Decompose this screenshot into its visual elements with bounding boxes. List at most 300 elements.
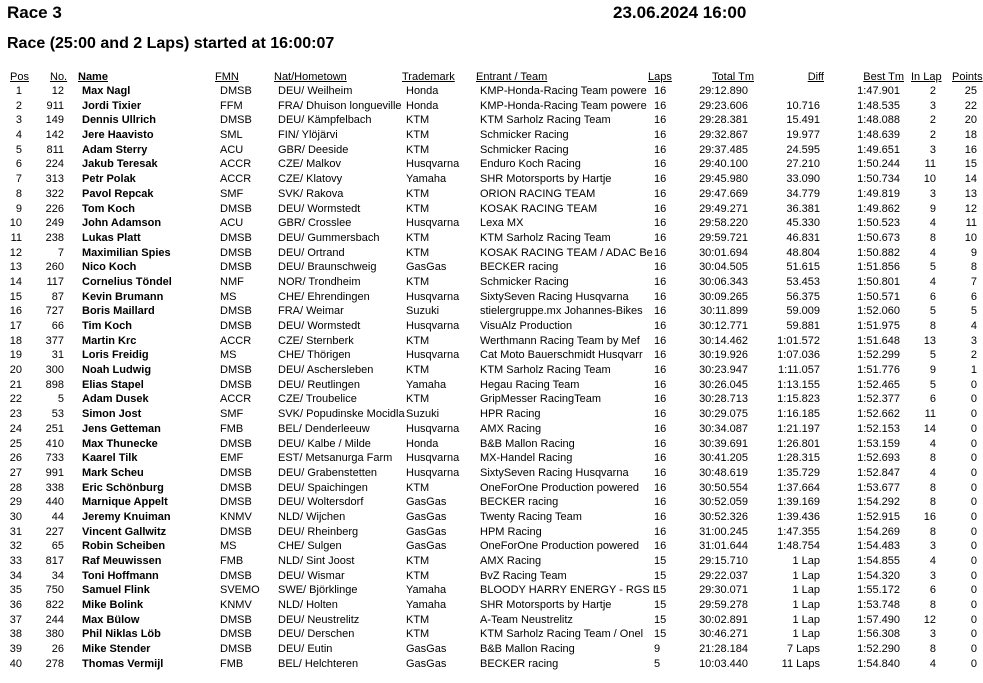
cell-pos: 2 <box>15 99 22 112</box>
cell-no: 5 <box>57 393 64 406</box>
cell-best: 1:52.915 <box>857 510 900 523</box>
cell-inlap: 5 <box>929 305 936 318</box>
cell-best: 1:55.172 <box>857 584 900 597</box>
cell-nat: SVK/ Rakova <box>278 187 344 200</box>
table-row <box>0 569 977 584</box>
cell-trademark: GasGas <box>406 643 447 656</box>
cell-diff: 15.491 <box>786 114 820 127</box>
cell-laps: 16 <box>654 85 667 97</box>
cell-total: 30:41.205 <box>699 452 748 465</box>
cell-points: 0 <box>970 525 977 538</box>
cell-laps: 15 <box>654 584 667 597</box>
cell-team: SixtySeven Racing Husqvarna <box>480 466 629 479</box>
cell-inlap: 9 <box>929 364 936 377</box>
cell-diff: 1 Lap <box>792 584 820 597</box>
cell-inlap: 8 <box>929 525 936 538</box>
cell-points: 7 <box>970 275 977 288</box>
cell-total: 31:01.644 <box>699 540 748 553</box>
col-header-trademark: Trademark <box>402 71 455 83</box>
cell-laps: 15 <box>654 555 667 567</box>
cell-no: 12 <box>51 85 64 97</box>
cell-team: BLOODY HARRY ENERGY - RGS I <box>480 584 656 597</box>
cell-fmn: DMSB <box>220 628 252 641</box>
table-row <box>0 363 977 378</box>
cell-name: Noah Ludwig <box>82 364 152 377</box>
cell-diff: 1:11.057 <box>777 364 820 377</box>
table-body <box>0 84 977 672</box>
cell-pos: 21 <box>9 378 22 391</box>
cell-nat: GBR/ Deeside <box>278 143 349 156</box>
cell-pos: 1 <box>15 85 22 97</box>
col-header-laps: Laps <box>648 71 672 83</box>
cell-diff: 51.615 <box>786 261 820 274</box>
cell-best: 1:52.847 <box>857 466 900 479</box>
cell-inlap: 11 <box>924 158 936 171</box>
cell-points: 0 <box>970 393 977 406</box>
cell-total: 30:12.771 <box>699 320 748 332</box>
cell-total: 30:29.075 <box>699 408 748 421</box>
cell-fmn: DMSB <box>220 114 252 127</box>
cell-laps: 16 <box>654 540 667 553</box>
cell-trademark: Husqvarna <box>406 320 460 332</box>
cell-total: 30:28.713 <box>699 393 748 406</box>
cell-inlap: 4 <box>929 246 936 259</box>
cell-points: 8 <box>970 261 977 274</box>
cell-no: 817 <box>45 555 64 567</box>
cell-laps: 16 <box>654 393 667 406</box>
cell-total: 29:49.271 <box>699 202 748 215</box>
cell-team: AMX Racing <box>480 555 542 567</box>
cell-fmn: SML <box>220 129 243 142</box>
cell-name: Mark Scheu <box>82 466 144 479</box>
cell-points: 15 <box>964 158 977 171</box>
cell-best: 1:51.776 <box>857 364 900 377</box>
cell-pos: 11 <box>10 231 22 244</box>
cell-no: 226 <box>45 202 64 215</box>
cell-pos: 22 <box>9 393 22 406</box>
cell-name: Jakub Teresak <box>82 158 158 171</box>
table-row <box>0 304 977 319</box>
cell-team: MX-Handel Racing <box>480 452 573 465</box>
cell-laps: 16 <box>654 173 667 186</box>
cell-total: 29:23.606 <box>699 99 748 112</box>
cell-fmn: DMSB <box>220 643 252 656</box>
cell-total: 29:47.669 <box>699 187 748 200</box>
cell-best: 1:54.840 <box>857 657 900 670</box>
table-row <box>0 539 977 554</box>
cell-pos: 39 <box>9 643 22 656</box>
cell-total: 30:19.926 <box>699 349 748 362</box>
cell-trademark: Husqvarna <box>406 349 460 362</box>
cell-best: 1:50.734 <box>857 173 900 186</box>
cell-team: BECKER racing <box>480 496 559 509</box>
cell-no: 117 <box>46 275 64 288</box>
table-row <box>0 642 977 657</box>
table-row <box>0 510 977 525</box>
cell-points: 12 <box>964 202 977 215</box>
col-header-diff: Diff <box>807 71 824 83</box>
cell-best: 1:52.377 <box>857 393 900 406</box>
cell-nat: CHE/ Ehrendingen <box>278 290 370 303</box>
cell-no: 224 <box>45 158 64 171</box>
cell-best: 1:51.648 <box>857 334 900 347</box>
cell-no: 251 <box>45 422 64 435</box>
cell-diff: 24.595 <box>786 143 820 156</box>
cell-name: Jordi Tixier <box>82 99 142 112</box>
cell-no: 300 <box>45 364 64 377</box>
col-header-best: Best Tm <box>863 71 904 83</box>
cell-laps: 16 <box>654 364 667 377</box>
cell-best: 1:53.748 <box>857 599 900 612</box>
cell-team: KTM Sarholz Racing Team / Onel <box>480 628 644 641</box>
cell-name: Kevin Brumann <box>82 290 164 303</box>
cell-fmn: MS <box>220 540 237 553</box>
cell-total: 30:52.326 <box>699 510 748 523</box>
cell-diff: 48.804 <box>786 246 820 259</box>
cell-best: 1:52.465 <box>857 378 900 391</box>
cell-nat: DEU/ Braunschweig <box>278 261 377 274</box>
cell-no: 260 <box>45 261 64 274</box>
cell-pos: 29 <box>9 496 22 509</box>
cell-no: 44 <box>51 510 64 523</box>
cell-trademark: Honda <box>406 437 439 450</box>
cell-total: 29:22.037 <box>699 569 748 582</box>
cell-no: 750 <box>45 584 64 597</box>
cell-trademark: Suzuki <box>406 305 440 318</box>
cell-name: Max Nagl <box>82 85 131 97</box>
cell-points: 0 <box>970 555 977 567</box>
cell-laps: 16 <box>654 466 667 479</box>
cell-pos: 15 <box>9 290 22 303</box>
cell-inlap: 2 <box>929 129 936 142</box>
cell-trademark: Yamaha <box>406 173 447 186</box>
cell-best: 1:53.159 <box>857 437 900 450</box>
cell-no: 26 <box>51 643 64 656</box>
cell-no: 822 <box>45 599 64 612</box>
cell-inlap: 14 <box>923 422 936 435</box>
cell-inlap: 4 <box>929 437 936 450</box>
cell-trademark: Husqvarna <box>406 158 460 171</box>
cell-inlap: 5 <box>929 378 936 391</box>
cell-no: 911 <box>46 99 64 112</box>
cell-total: 29:32.867 <box>699 129 748 142</box>
cell-total: 29:59.278 <box>699 599 748 612</box>
cell-points: 0 <box>970 437 977 450</box>
cell-fmn: SMF <box>220 408 244 421</box>
cell-pos: 4 <box>15 129 22 142</box>
cell-best: 1:57.490 <box>857 613 900 626</box>
cell-inlap: 8 <box>929 481 936 494</box>
cell-best: 1:50.801 <box>857 275 900 288</box>
table-row <box>0 348 977 363</box>
cell-points: 0 <box>970 422 977 435</box>
cell-diff: 1:01.572 <box>777 334 820 347</box>
cell-nat: DEU/ Eutin <box>278 643 333 656</box>
cell-laps: 15 <box>654 569 667 582</box>
cell-diff: 1:26.801 <box>777 437 820 450</box>
cell-total: 29:40.100 <box>699 158 748 171</box>
cell-pos: 32 <box>9 540 22 553</box>
cell-inlap: 10 <box>923 173 936 186</box>
cell-best: 1:48.639 <box>857 129 900 142</box>
cell-fmn: FMB <box>220 657 244 670</box>
table-row <box>0 246 977 261</box>
cell-points: 0 <box>970 540 977 553</box>
cell-nat: DEU/ Grabenstetten <box>278 466 378 479</box>
cell-points: 6 <box>970 290 977 303</box>
cell-total: 29:12.890 <box>699 85 748 97</box>
cell-pos: 37 <box>9 613 22 626</box>
cell-laps: 16 <box>654 349 667 362</box>
cell-trademark: Husqvarna <box>406 290 460 303</box>
cell-name: Max Thunecke <box>82 437 158 450</box>
cell-nat: DEU/ Weilheim <box>278 85 353 97</box>
cell-fmn: DMSB <box>220 569 252 582</box>
table-row <box>0 319 977 334</box>
cell-inlap: 5 <box>929 261 936 274</box>
cell-name: Tom Koch <box>82 202 135 215</box>
cell-no: 238 <box>45 231 64 244</box>
cell-diff: 56.375 <box>786 290 820 303</box>
cell-inlap: 8 <box>929 452 936 465</box>
cell-team: Schmicker Racing <box>480 143 569 156</box>
cell-laps: 15 <box>654 628 667 641</box>
cell-points: 0 <box>970 481 977 494</box>
cell-fmn: MS <box>220 349 237 362</box>
cell-nat: DEU/ Reutlingen <box>278 378 360 391</box>
cell-fmn: ACCR <box>220 334 252 347</box>
cell-no: 149 <box>45 114 64 127</box>
cell-pos: 10 <box>9 217 22 230</box>
cell-fmn: DMSB <box>220 437 252 450</box>
cell-diff: 1:16.185 <box>777 408 820 421</box>
cell-total: 30:46.271 <box>699 628 748 641</box>
cell-name: Jens Getteman <box>82 422 161 435</box>
cell-team: OneForOne Production powered <box>480 481 639 494</box>
cell-points: 0 <box>970 584 977 597</box>
cell-fmn: ACCR <box>220 393 252 406</box>
cell-laps: 16 <box>654 437 667 450</box>
cell-pos: 7 <box>15 173 22 186</box>
cell-points: 18 <box>964 129 977 142</box>
cell-best: 1:49.862 <box>857 202 900 215</box>
cell-inlap: 12 <box>923 613 936 626</box>
cell-name: Samuel Flink <box>82 584 150 597</box>
cell-no: 898 <box>45 378 64 391</box>
cell-nat: DEU/ Spaichingen <box>278 481 368 494</box>
cell-name: Jeremy Knuiman <box>82 510 171 523</box>
cell-best: 1:47.901 <box>857 85 900 97</box>
cell-fmn: KNMV <box>220 599 252 612</box>
cell-pos: 31 <box>9 525 22 538</box>
cell-no: 410 <box>45 437 64 450</box>
cell-fmn: SMF <box>220 187 244 200</box>
table-row <box>0 202 977 217</box>
cell-team: VisuAlz Production <box>480 320 573 332</box>
cell-diff: 1 Lap <box>792 628 820 641</box>
cell-diff: 7 Laps <box>786 643 820 656</box>
cell-total: 29:59.721 <box>699 231 748 244</box>
cell-pos: 24 <box>9 422 22 435</box>
cell-no: 31 <box>51 349 64 362</box>
cell-fmn: ACCR <box>220 158 252 171</box>
cell-pos: 20 <box>9 364 22 377</box>
cell-inlap: 5 <box>929 349 936 362</box>
cell-fmn: DMSB <box>220 525 252 538</box>
cell-laps: 9 <box>654 643 661 656</box>
cell-pos: 3 <box>15 114 22 127</box>
cell-nat: DEU/ Neustrelitz <box>278 613 360 626</box>
cell-name: Lukas Platt <box>82 231 141 244</box>
cell-name: Eric Schönburg <box>82 481 164 494</box>
table-row <box>0 275 977 290</box>
cell-best: 1:52.060 <box>857 305 900 318</box>
table-row <box>0 290 977 305</box>
cell-no: 322 <box>45 187 64 200</box>
cell-diff: 1:47.355 <box>777 525 820 538</box>
cell-nat: DEU/ Woltersdorf <box>278 496 364 509</box>
cell-team: B&B Mallon Racing <box>480 437 575 450</box>
cell-points: 1 <box>970 364 977 377</box>
cell-name: Nico Koch <box>82 261 137 274</box>
cell-inlap: 4 <box>929 466 936 479</box>
cell-points: 0 <box>970 466 977 479</box>
cell-laps: 16 <box>654 525 667 538</box>
cell-fmn: MS <box>220 290 237 303</box>
cell-points: 16 <box>964 143 977 156</box>
cell-laps: 16 <box>654 158 667 171</box>
cell-inlap: 3 <box>929 187 936 200</box>
cell-laps: 16 <box>654 334 667 347</box>
cell-best: 1:51.975 <box>857 320 900 332</box>
cell-laps: 16 <box>654 452 667 465</box>
cell-inlap: 2 <box>929 114 936 127</box>
cell-best: 1:48.535 <box>857 99 900 112</box>
cell-total: 30:52.059 <box>699 496 748 509</box>
cell-nat: DEU/ Derschen <box>278 628 355 641</box>
cell-nat: DEU/ Kalbe / Milde <box>278 437 371 450</box>
cell-team: SHR Motorsports by Hartje <box>480 599 612 612</box>
cell-nat: CHE/ Thörigen <box>278 349 351 362</box>
cell-nat: FRA/ Dhuison longueville <box>278 99 402 112</box>
cell-diff: 1 Lap <box>792 569 820 582</box>
cell-fmn: DMSB <box>220 320 252 332</box>
cell-trademark: KTM <box>406 555 430 567</box>
cell-fmn: DMSB <box>220 261 252 274</box>
cell-no: 811 <box>46 143 64 156</box>
cell-inlap: 4 <box>929 657 936 670</box>
cell-team: BECKER racing <box>480 261 559 274</box>
table-row <box>0 422 977 437</box>
cell-name: Mike Stender <box>82 643 151 656</box>
cell-diff: 1:35.729 <box>777 466 820 479</box>
cell-laps: 15 <box>654 613 667 626</box>
cell-pos: 8 <box>15 187 22 200</box>
cell-trademark: Husqvarna <box>406 452 460 465</box>
cell-fmn: DMSB <box>220 378 252 391</box>
cell-laps: 16 <box>654 320 667 332</box>
cell-best: 1:56.308 <box>857 628 900 641</box>
cell-inlap: 8 <box>929 643 936 656</box>
cell-team: SHR Motorsports by Hartje <box>480 173 612 186</box>
cell-best: 1:52.290 <box>857 643 900 656</box>
cell-trademark: KTM <box>406 246 430 259</box>
cell-diff: 46.831 <box>786 231 820 244</box>
cell-pos: 26 <box>9 452 22 465</box>
cell-best: 1:52.153 <box>857 422 900 435</box>
cell-inlap: 3 <box>929 569 936 582</box>
cell-fmn: FMB <box>220 422 244 435</box>
cell-points: 0 <box>970 378 977 391</box>
cell-trademark: KTM <box>406 231 430 244</box>
cell-trademark: GasGas <box>406 525 447 538</box>
cell-points: 25 <box>964 85 977 97</box>
cell-nat: NLD/ Wijchen <box>278 510 346 523</box>
cell-trademark: GasGas <box>406 261 447 274</box>
cell-inlap: 3 <box>929 628 936 641</box>
cell-fmn: DMSB <box>220 305 252 318</box>
cell-pos: 34 <box>9 569 22 582</box>
cell-fmn: DMSB <box>220 466 252 479</box>
cell-name: Maximilian Spies <box>82 246 171 259</box>
cell-no: 87 <box>51 290 64 303</box>
cell-trademark: Honda <box>406 99 439 112</box>
cell-total: 30:01.694 <box>699 246 748 259</box>
cell-team: KTM Sarholz Racing Team <box>480 364 611 377</box>
cell-fmn: DMSB <box>220 613 252 626</box>
col-header-no: No. <box>50 71 68 83</box>
cell-name: Petr Polak <box>82 173 136 186</box>
cell-laps: 16 <box>654 422 667 435</box>
cell-nat: DEU/ Gummersbach <box>278 231 380 244</box>
table-row <box>0 216 977 231</box>
cell-inlap: 6 <box>929 584 936 597</box>
cell-no: 227 <box>45 525 64 538</box>
cell-inlap: 11 <box>924 408 936 421</box>
cell-name: Kaarel Tilk <box>82 452 138 465</box>
table-row <box>0 525 977 540</box>
cell-no: 338 <box>45 481 64 494</box>
cell-inlap: 13 <box>923 334 936 347</box>
cell-total: 29:45.980 <box>699 173 748 186</box>
cell-team: AMX Racing <box>480 422 542 435</box>
cell-best: 1:54.292 <box>857 496 900 509</box>
cell-trademark: Yamaha <box>406 584 447 597</box>
cell-inlap: 3 <box>929 143 936 156</box>
cell-total: 30:50.554 <box>699 481 748 494</box>
cell-total: 31:00.245 <box>699 525 748 538</box>
cell-name: Loris Freidig <box>82 349 149 362</box>
cell-laps: 16 <box>654 496 667 509</box>
cell-nat: CZE/ Malkov <box>278 158 341 171</box>
cell-team: KOSAK RACING TEAM <box>480 202 598 215</box>
cell-diff: 1:39.169 <box>777 496 820 509</box>
table-row <box>0 260 977 275</box>
cell-fmn: DMSB <box>220 231 252 244</box>
cell-trademark: Husqvarna <box>406 422 460 435</box>
cell-points: 0 <box>970 408 977 421</box>
cell-fmn: ACU <box>220 143 244 156</box>
cell-team: Schmicker Racing <box>480 275 569 288</box>
cell-team: BvZ Racing Team <box>480 569 567 582</box>
table-row <box>0 437 977 452</box>
cell-nat: BEL/ Denderleeuw <box>278 422 370 435</box>
cell-name: Simon Jost <box>82 408 142 421</box>
cell-total: 30:26.045 <box>699 378 748 391</box>
cell-total: 30:09.265 <box>699 290 748 303</box>
cell-total: 29:28.381 <box>699 114 748 127</box>
cell-pos: 14 <box>9 275 22 288</box>
